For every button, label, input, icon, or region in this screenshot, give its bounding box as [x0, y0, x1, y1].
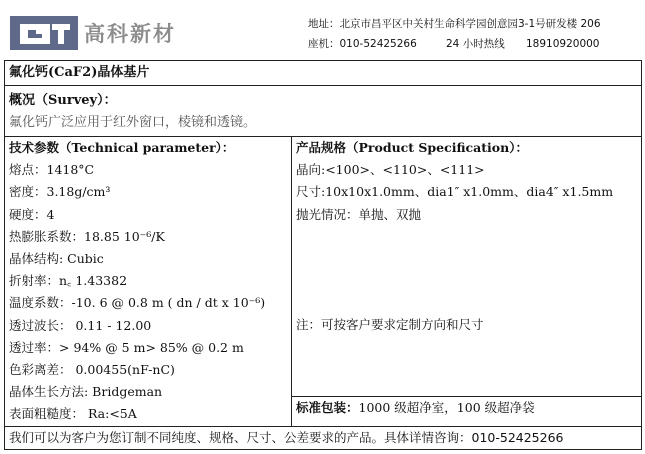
param-dispersion: 色彩离差： 0.00455(nF-nC) [9, 362, 175, 378]
company-name: 高科新材 [84, 22, 176, 46]
param-refractive-index: 折射率：n꜀ 1.43382 [9, 273, 128, 289]
spec-polish: 抛光情况：单抛、双抛 [296, 206, 422, 222]
param-thermal-expansion: 热膨胀系数：18.85 10⁻⁶/K [9, 228, 165, 244]
footer-note: 我们可以为客户为您订制不同纯度、规格、尺寸、公差要求的产品。具体详情咨询：010-52425266 [9, 429, 564, 445]
hotline-label: 24 小时热线 [446, 38, 505, 50]
letterhead [4, 4, 641, 58]
packaging-text: 1000 级超净室，100 级超净袋 [358, 399, 535, 415]
footer-cell [5, 426, 642, 449]
param-hardness: 硬度：4 [9, 206, 55, 222]
spec-note: 注：可按客户要求定制方向和尺寸 [296, 316, 484, 332]
param-transmission-wavelength: 透过波长： 0.11 - 12.00 [9, 317, 152, 333]
param-melting-point: 熔点：1418°C [9, 162, 95, 178]
packaging-heading: 标准包装： [296, 399, 359, 415]
logo-mark-icon [10, 16, 78, 50]
product-specification-cell [292, 137, 642, 397]
product-title: 氟化钙(CaF2)晶体基片 [9, 65, 150, 80]
param-crystal-structure: 晶体结构: Cubic [9, 251, 104, 267]
param-temperature-coefficient: 温度系数：-10. 6 @ 0.8 m ( dn / dt x 10⁻⁶) [9, 295, 266, 311]
address-line: 地址：北京市昌平区中关村生命科学园创意园3-1号研发楼 206 [308, 18, 601, 30]
product-datasheet [4, 4, 641, 450]
phone-line [308, 34, 641, 54]
packaging-cell [292, 396, 642, 426]
technical-heading: 技术参数（Technical parameter）： [9, 140, 235, 155]
param-transmittance: 透过率：> 94% @ 5 m> 85% @ 0.2 m [9, 339, 244, 355]
spec-table [4, 60, 642, 450]
overview-cell [5, 61, 642, 86]
survey-text: 氟化钙广泛应用于红外窗口，棱镜和透镜。 [9, 115, 257, 130]
company-logo [10, 16, 210, 52]
survey-cell [5, 86, 642, 137]
contact-info [308, 14, 641, 54]
spec-orientation: 晶向:<100>、<110>、<111> [296, 162, 485, 178]
spec-size: 尺寸:10x10x1.0mm、dia1″ x1.0mm、dia4″ x1.5mm [296, 184, 614, 200]
technical-parameters-cell [5, 137, 292, 427]
param-growth-method: 晶体生长方法: Bridgeman [9, 384, 163, 400]
landline: 座机：010-52425266 [308, 38, 417, 50]
param-density: 密度：3.18g/cm³ [9, 184, 111, 200]
survey-heading: 概况（Survey）： [9, 93, 117, 108]
specification-heading: 产品规格（Product Specification）： [296, 140, 528, 155]
hotline-number: 18910920000 [526, 38, 600, 50]
param-surface-roughness: 表面粗糙度： Ra:<5A [9, 406, 137, 422]
